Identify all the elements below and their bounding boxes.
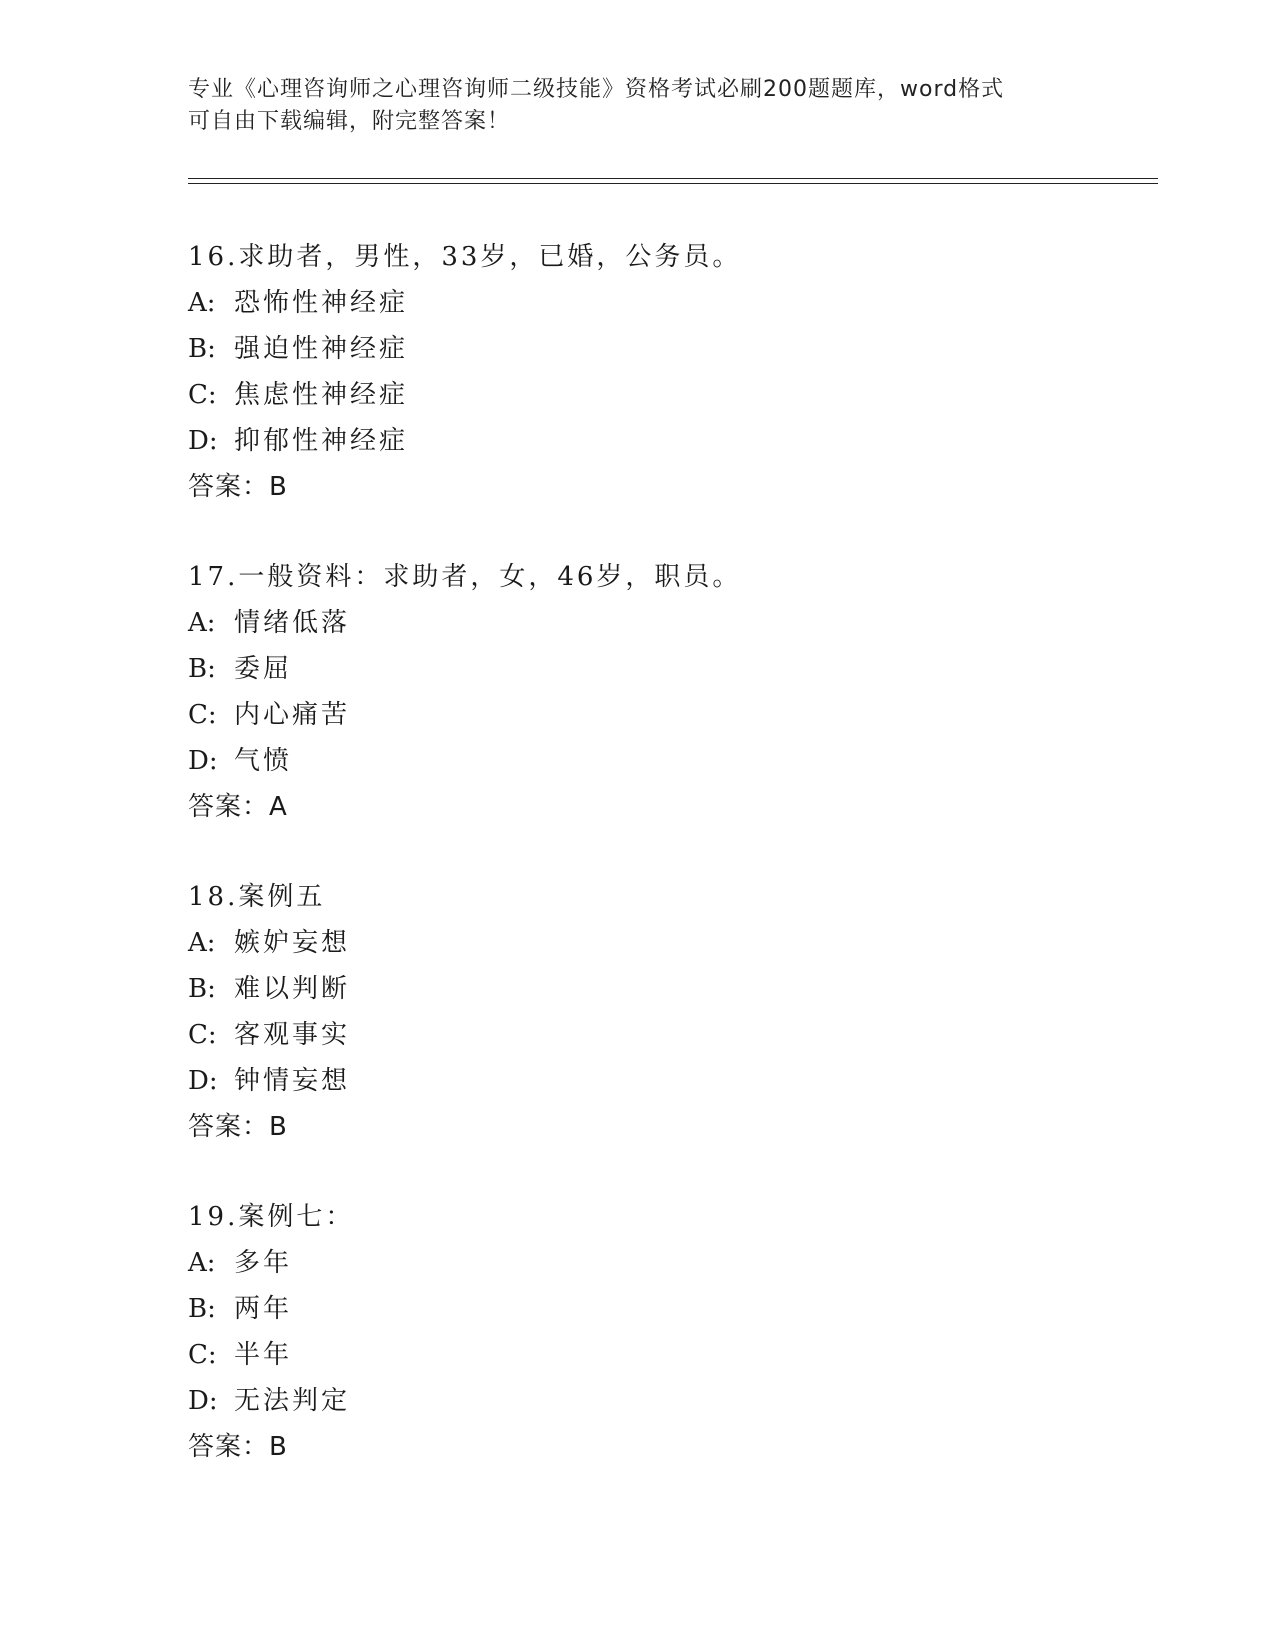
answer-line: 答案：B bbox=[188, 1112, 288, 1142]
option-d bbox=[188, 738, 1088, 784]
option-d bbox=[188, 1378, 1088, 1424]
option-c bbox=[188, 372, 1088, 418]
header-divider-bottom bbox=[188, 183, 1158, 184]
option-a bbox=[188, 600, 1088, 646]
option-letter: C: bbox=[188, 700, 217, 730]
question-list bbox=[188, 234, 1088, 1514]
option-text: 内心痛苦 bbox=[234, 700, 351, 730]
option-letter: A: bbox=[188, 928, 216, 958]
option-text: 恐怖性神经症 bbox=[234, 288, 409, 318]
option-text: 强迫性神经症 bbox=[234, 334, 409, 364]
option-b bbox=[188, 1286, 1088, 1332]
option-text: 情绪低落 bbox=[234, 608, 351, 638]
option-text: 气愤 bbox=[234, 746, 293, 776]
option-b bbox=[188, 326, 1088, 372]
header-title-line-1: 专业《心理咨询师之心理咨询师二级技能》资格考试必刷200题题库，word格式 bbox=[188, 77, 1005, 102]
answer-line: 答案：B bbox=[188, 472, 288, 502]
option-a bbox=[188, 280, 1088, 326]
option-d bbox=[188, 418, 1088, 464]
question-19 bbox=[188, 1194, 1088, 1514]
option-text: 半年 bbox=[234, 1340, 293, 1370]
option-c bbox=[188, 692, 1088, 738]
option-letter: D: bbox=[188, 1386, 218, 1416]
question-stem: 18.案例五 bbox=[188, 882, 326, 912]
answer-line: 答案：B bbox=[188, 1432, 288, 1462]
document-header bbox=[188, 74, 1068, 138]
option-letter: C: bbox=[188, 1340, 217, 1370]
option-a bbox=[188, 920, 1088, 966]
option-text: 委屈 bbox=[234, 654, 293, 684]
option-b bbox=[188, 966, 1088, 1012]
question-stem: 17.一般资料：求助者，女，46岁，职员。 bbox=[188, 562, 742, 592]
header-title-line-2: 可自由下载编辑，附完整答案！ bbox=[188, 109, 511, 134]
option-letter: D: bbox=[188, 746, 218, 776]
option-text: 抑郁性神经症 bbox=[234, 426, 409, 456]
answer-line: 答案：A bbox=[188, 792, 288, 822]
option-text: 客观事实 bbox=[234, 1020, 351, 1050]
option-letter: A: bbox=[188, 288, 216, 318]
option-a bbox=[188, 1240, 1088, 1286]
option-text: 难以判断 bbox=[234, 974, 351, 1004]
option-letter: A: bbox=[188, 608, 216, 638]
option-text: 焦虑性神经症 bbox=[234, 380, 409, 410]
option-text: 嫉妒妄想 bbox=[234, 928, 351, 958]
option-letter: D: bbox=[188, 1066, 218, 1096]
question-18 bbox=[188, 874, 1088, 1194]
option-letter: B: bbox=[188, 334, 216, 364]
option-text: 两年 bbox=[234, 1294, 293, 1324]
question-16 bbox=[188, 234, 1088, 554]
option-letter: D: bbox=[188, 426, 218, 456]
option-c bbox=[188, 1332, 1088, 1378]
question-stem: 16.求助者，男性，33岁，已婚，公务员。 bbox=[188, 242, 742, 272]
option-text: 钟情妄想 bbox=[234, 1066, 351, 1096]
option-letter: B: bbox=[188, 974, 216, 1004]
option-text: 无法判定 bbox=[234, 1386, 351, 1416]
option-b bbox=[188, 646, 1088, 692]
option-letter: A: bbox=[188, 1248, 216, 1278]
option-letter: B: bbox=[188, 1294, 216, 1324]
option-d bbox=[188, 1058, 1088, 1104]
option-letter: C: bbox=[188, 380, 217, 410]
option-letter: C: bbox=[188, 1020, 217, 1050]
header-divider-top bbox=[188, 178, 1158, 179]
option-letter: B: bbox=[188, 654, 216, 684]
option-c bbox=[188, 1012, 1088, 1058]
question-stem: 19.案例七： bbox=[188, 1202, 355, 1232]
question-17 bbox=[188, 554, 1088, 874]
option-text: 多年 bbox=[234, 1248, 293, 1278]
